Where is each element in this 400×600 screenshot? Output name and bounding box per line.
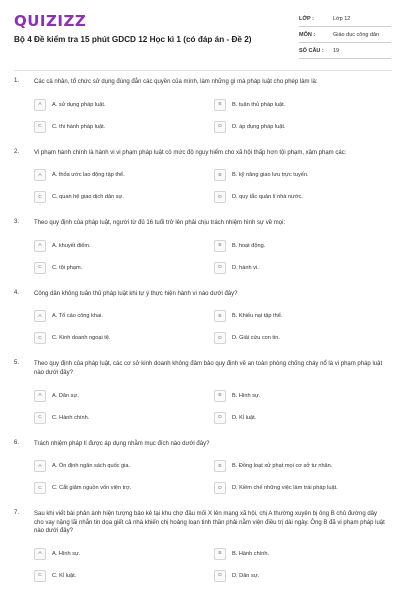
option-letter-box: C [34,482,46,494]
answer-option[interactable] [214,262,394,274]
answer-option[interactable] [34,191,214,203]
question-item [0,510,400,582]
option-letter-box: D [214,262,226,274]
option-text: D. hành vi. [232,264,259,271]
option-text: A. sử dụng pháp luật. [52,101,106,108]
question-item [0,219,400,274]
answer-option[interactable] [34,482,214,494]
question-item [0,290,400,345]
question-number: 1. [14,78,20,84]
option-letter-box: A [34,390,46,402]
option-letter-box: A [34,548,46,560]
option-letter-box: B [214,460,226,472]
answer-option[interactable] [34,390,214,402]
option-letter-box: D [214,191,226,203]
option-letter-box: C [34,121,46,133]
option-letter-box: B [214,99,226,111]
question-number: 2. [14,148,20,155]
question-item [0,149,400,204]
option-text: B. kỹ năng giao lưu trực tuyến. [232,172,309,179]
meta-count-row [299,44,391,59]
answer-option[interactable] [34,310,214,322]
answer-options [34,169,400,203]
option-letter-box: D [214,412,226,424]
question-text: Công dân không tuân thủ pháp luật khi tự ý thực hiện hành vi nào dưới đây? [34,290,238,297]
answer-options [34,240,400,274]
answer-option[interactable] [34,412,214,424]
option-text: A. Tố cáo công khai. [52,313,103,320]
option-text: D. Giải cứu con tin. [232,335,280,342]
answer-option[interactable] [34,99,214,111]
option-text: D. Dân sự. [232,572,260,579]
answer-option[interactable] [214,310,394,322]
answer-option[interactable] [34,332,214,344]
option-text: B. Khiếu nại tập thể. [232,313,283,320]
answer-option[interactable] [214,121,394,133]
option-letter-box: C [34,191,46,203]
meta-class-value: Lớp 12 [333,16,351,22]
option-text: C. Hành chính. [52,414,90,421]
answer-option[interactable] [214,548,394,560]
question-number: 5. [14,360,20,367]
question-item [0,440,400,495]
meta-count-value: 19 [333,48,340,54]
option-text: C. Kinh doanh ngoại tệ. [52,335,111,342]
option-text: B. hoạt động. [232,242,266,249]
option-letter-box: A [34,99,46,111]
option-text: A. thỏa ước lao động tập thể. [52,172,125,179]
option-text: B. Hình sự. [232,392,261,399]
question-text: Theo quy định của pháp luật, người từ đủ 16 tuổi trở lên phải chịu trách nhiệm hình sự về mọi: [34,220,286,227]
header-divider [14,70,392,71]
option-text: A. khuyết điểm. [52,242,91,249]
question-number: 7. [14,510,20,517]
answer-option[interactable] [214,570,394,582]
answer-options [34,310,400,344]
answer-option[interactable] [214,240,394,252]
answer-option[interactable] [214,169,394,181]
option-text: D. quy tắc quản lí nhà nước. [232,194,303,201]
option-text: C. quan hệ giao dịch dân sự. [52,194,124,201]
meta-subject-row [299,28,391,43]
option-letter-box: D [214,332,226,344]
option-letter-box: D [214,482,226,494]
option-text: A. Ổn định ngân sách quốc gia. [52,463,131,470]
answer-option[interactable] [34,548,214,560]
question-item [0,78,400,133]
answer-option[interactable] [34,460,214,472]
question-text: Theo quy định của pháp luật, các cơ sở kinh doanh không đảm bảo quy định về an toàn phòng chống cháy nổ là vi phạm pháp luật nào dưới đây? [34,361,383,376]
question-number: 4. [14,289,20,296]
option-letter-box: A [34,240,46,252]
answer-option[interactable] [34,262,214,274]
option-letter-box: B [214,169,226,181]
option-letter-box: B [214,310,226,322]
answer-option[interactable] [214,482,394,494]
question-number: 6. [14,439,20,446]
option-text: C. tội phạm. [52,264,83,271]
option-letter-box: C [34,412,46,424]
question-item [0,360,400,423]
option-letter-box: B [214,390,226,402]
option-letter-box: B [214,240,226,252]
question-text: Các cá nhân, tổ chức sử dụng đúng đắn các quyền của mình, làm những gì mà pháp luật cho phép làm là: [34,79,318,85]
answer-option[interactable] [34,570,214,582]
option-text: B. Đồng loạt xử phạt mọi cơ sở tư nhân. [232,463,333,470]
option-letter-box: A [34,169,46,181]
option-text: B. Hành chính. [232,550,270,557]
meta-count-label: SỐ CÂU : [299,48,324,54]
option-letter-box: C [34,570,46,582]
meta-subject-value: Giáo dục công dân [333,32,380,38]
answer-options [34,548,400,582]
answer-option[interactable] [34,121,214,133]
meta-class-label: LỚP : [299,16,314,22]
answer-option[interactable] [214,460,394,472]
option-text: C. Kỉ luật. [52,572,77,579]
answer-options [34,99,400,133]
answer-options [34,390,400,424]
meta-subject-label: MÔN : [299,32,316,38]
option-letter-box: A [34,310,46,322]
answer-option[interactable] [214,99,394,111]
answer-options [34,460,400,494]
worksheet-title: Bộ 4 Đề kiểm tra 15 phút GDCD 12 Học kì 1 (có đáp án - Đề 2) [14,35,252,44]
meta-class-row [299,12,391,27]
question-number: 3. [14,219,20,226]
question-text: Vi phạm hành chính là hành vi vi phạm pháp luật có mức độ nguy hiểm cho xã hội thấp hơn tội phạm, xâm phạm các: [34,149,347,156]
option-letter-box: D [214,570,226,582]
question-text: Trách nhiệm pháp lí được áp dụng nhằm mục đích nào dưới đây? [34,440,210,447]
answer-option[interactable] [214,390,394,402]
question-list [0,78,400,598]
worksheet-header [0,0,400,62]
option-letter-box: C [34,262,46,274]
option-letter-box: C [34,332,46,344]
option-text: B. tuân thủ pháp luật. [232,101,286,108]
option-text: D. áp dụng pháp luật. [232,123,286,130]
option-text: C. thi hành pháp luật. [52,123,106,130]
option-text: A. Dân sự. [52,392,79,399]
answer-option[interactable] [214,191,394,203]
option-text: D. Kiềm chế những việc làm trái pháp luật. [232,485,338,492]
option-text: C. Cắt giảm nguồn vốn viện trợ. [52,485,132,492]
answer-option[interactable] [214,332,394,344]
quizizz-logo[interactable]: QUIZIZZ [14,12,87,30]
worksheet-meta [299,12,391,60]
answer-option[interactable] [34,169,214,181]
option-letter-box: D [214,121,226,133]
question-text: Sau khi viết bài phản ánh hiện tượng bảo kê tại khu chợ đầu mối X lên mạng xã hội, chị A thường xuyên bị ông B chủ đường dây cho vay nặng lãi nhắn tin dọa giết cả nhà khiến chị hoảng loạn tinh thần phải nằm viện điều trị dài ngày. Ông B đã vi phạm pháp luật nào dưới đây? [34,511,385,535]
option-text: D. Kỉ luật. [232,414,257,421]
option-text: A. Hình sự. [52,550,81,557]
answer-option[interactable] [34,240,214,252]
option-letter-box: A [34,460,46,472]
answer-option[interactable] [214,412,394,424]
option-letter-box: B [214,548,226,560]
